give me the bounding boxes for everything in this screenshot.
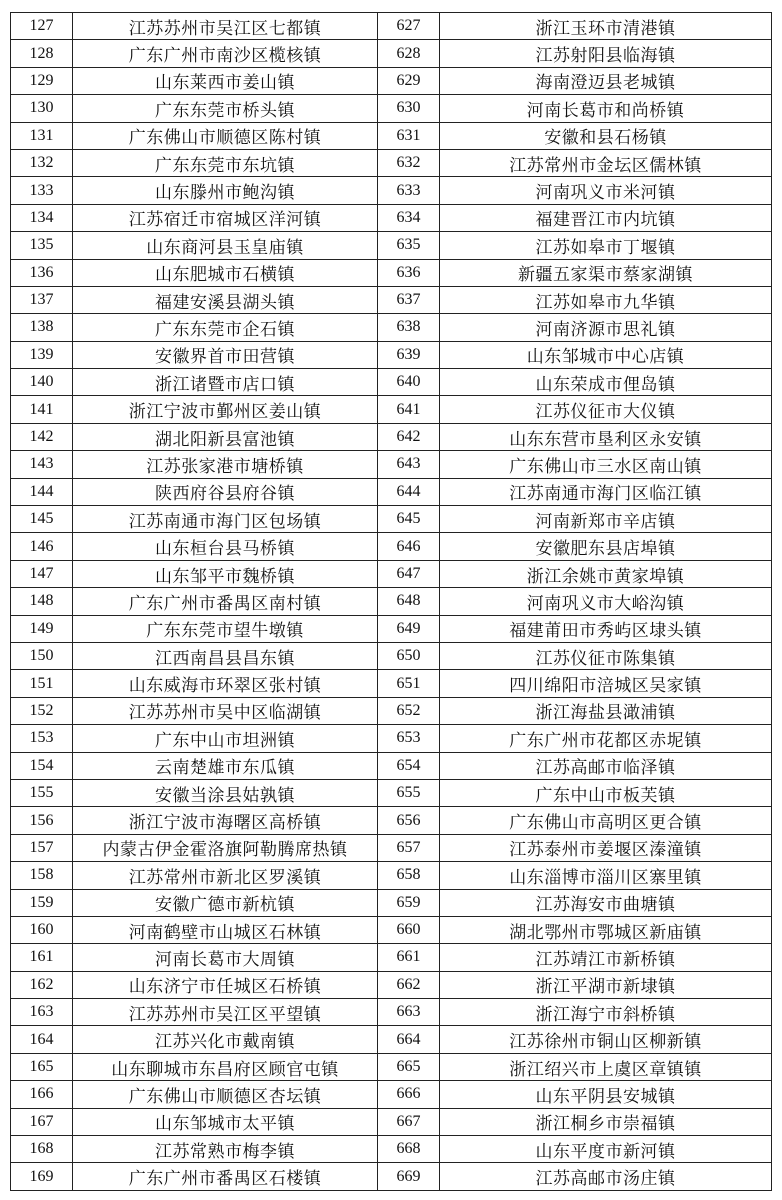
town-name-right: 山东平阴县安城镇 [440, 1081, 772, 1108]
row-number-right: 635 [378, 232, 440, 259]
row-number-left: 129 [11, 67, 73, 94]
row-number-left: 166 [11, 1081, 73, 1108]
town-name-right: 江苏海安市曲塘镇 [440, 889, 772, 916]
town-name-left: 山东邹平市魏桥镇 [73, 560, 378, 587]
town-name-right: 浙江玉环市清港镇 [440, 13, 772, 40]
row-number-left: 168 [11, 1136, 73, 1163]
table-row [11, 1108, 772, 1135]
town-name-right: 江苏射阳县临海镇 [440, 40, 772, 67]
town-name-left: 广东广州市番禺区石楼镇 [73, 1163, 378, 1190]
row-number-right: 628 [378, 40, 440, 67]
table-row [11, 95, 772, 122]
town-name-left: 河南长葛市大周镇 [73, 944, 378, 971]
row-number-left: 136 [11, 259, 73, 286]
row-number-left: 142 [11, 423, 73, 450]
row-number-left: 167 [11, 1108, 73, 1135]
town-name-right: 广东佛山市三水区南山镇 [440, 451, 772, 478]
town-name-left: 广东广州市番禺区南村镇 [73, 588, 378, 615]
row-number-left: 138 [11, 314, 73, 341]
town-name-right: 安徽肥东县店埠镇 [440, 533, 772, 560]
table-row [11, 971, 772, 998]
table-row [11, 697, 772, 724]
table-row [11, 670, 772, 697]
table-row [11, 396, 772, 423]
town-name-right: 山东荣成市俚岛镇 [440, 369, 772, 396]
town-name-left: 广东广州市南沙区榄核镇 [73, 40, 378, 67]
town-name-right: 安徽和县石杨镇 [440, 122, 772, 149]
table-row [11, 13, 772, 40]
row-number-left: 165 [11, 1053, 73, 1080]
row-number-left: 153 [11, 725, 73, 752]
town-name-right: 江苏南通市海门区临江镇 [440, 478, 772, 505]
town-name-left: 江苏宿迁市宿城区洋河镇 [73, 204, 378, 231]
row-number-left: 140 [11, 369, 73, 396]
row-number-right: 630 [378, 95, 440, 122]
row-number-right: 637 [378, 286, 440, 313]
town-name-right: 江苏如皋市丁堰镇 [440, 232, 772, 259]
row-number-right: 627 [378, 13, 440, 40]
town-name-right: 广东广州市花都区赤坭镇 [440, 725, 772, 752]
town-name-left: 浙江宁波市鄞州区姜山镇 [73, 396, 378, 423]
town-name-left: 山东桓台县马桥镇 [73, 533, 378, 560]
row-number-left: 141 [11, 396, 73, 423]
table-body [11, 13, 772, 1191]
town-name-left: 山东肥城市石横镇 [73, 259, 378, 286]
table-row [11, 177, 772, 204]
town-name-left: 浙江诸暨市店口镇 [73, 369, 378, 396]
row-number-right: 656 [378, 807, 440, 834]
town-name-right: 浙江余姚市黄家埠镇 [440, 560, 772, 587]
row-number-right: 660 [378, 916, 440, 943]
town-name-left: 江苏苏州市吴江区七都镇 [73, 13, 378, 40]
row-number-left: 169 [11, 1163, 73, 1190]
row-number-left: 152 [11, 697, 73, 724]
table-row [11, 725, 772, 752]
town-name-right: 浙江海宁市斜桥镇 [440, 999, 772, 1026]
town-name-right: 河南济源市思礼镇 [440, 314, 772, 341]
town-name-right: 湖北鄂州市鄂城区新庙镇 [440, 916, 772, 943]
row-number-right: 659 [378, 889, 440, 916]
row-number-right: 667 [378, 1108, 440, 1135]
row-number-right: 645 [378, 506, 440, 533]
row-number-left: 155 [11, 779, 73, 806]
town-name-left: 山东威海市环翠区张村镇 [73, 670, 378, 697]
row-number-right: 641 [378, 396, 440, 423]
row-number-right: 636 [378, 259, 440, 286]
table-row [11, 506, 772, 533]
town-name-right: 江苏如皋市九华镇 [440, 286, 772, 313]
town-name-right: 江苏高邮市汤庄镇 [440, 1163, 772, 1190]
row-number-left: 128 [11, 40, 73, 67]
town-name-right: 山东淄博市淄川区寨里镇 [440, 862, 772, 889]
table-row [11, 834, 772, 861]
town-name-left: 广东东莞市企石镇 [73, 314, 378, 341]
row-number-right: 643 [378, 451, 440, 478]
row-number-left: 154 [11, 752, 73, 779]
town-name-right: 河南巩义市大峪沟镇 [440, 588, 772, 615]
town-name-left: 山东济宁市任城区石桥镇 [73, 971, 378, 998]
row-number-right: 653 [378, 725, 440, 752]
town-name-left: 广东东莞市望牛墩镇 [73, 615, 378, 642]
town-name-left: 安徽广德市新杭镇 [73, 889, 378, 916]
row-number-right: 647 [378, 560, 440, 587]
row-number-left: 127 [11, 13, 73, 40]
row-number-right: 648 [378, 588, 440, 615]
row-number-left: 147 [11, 560, 73, 587]
town-name-left: 江苏常州市新北区罗溪镇 [73, 862, 378, 889]
table-row [11, 341, 772, 368]
town-name-left: 安徽当涂县姑孰镇 [73, 779, 378, 806]
table-row [11, 1053, 772, 1080]
row-number-right: 649 [378, 615, 440, 642]
town-name-right: 河南巩义市米河镇 [440, 177, 772, 204]
row-number-right: 633 [378, 177, 440, 204]
table-row [11, 752, 772, 779]
town-name-right: 浙江海盐县澉浦镇 [440, 697, 772, 724]
table-row [11, 204, 772, 231]
town-name-left: 山东滕州市鲍沟镇 [73, 177, 378, 204]
row-number-left: 148 [11, 588, 73, 615]
row-number-right: 663 [378, 999, 440, 1026]
town-name-right: 河南新郑市辛店镇 [440, 506, 772, 533]
town-name-left: 江苏张家港市塘桥镇 [73, 451, 378, 478]
town-name-left: 江苏苏州市吴中区临湖镇 [73, 697, 378, 724]
row-number-right: 634 [378, 204, 440, 231]
town-name-right: 江苏徐州市铜山区柳新镇 [440, 1026, 772, 1053]
table-row [11, 478, 772, 505]
table-row [11, 807, 772, 834]
table-row [11, 916, 772, 943]
row-number-left: 134 [11, 204, 73, 231]
table-row [11, 149, 772, 176]
row-number-left: 145 [11, 506, 73, 533]
town-list-page [10, 12, 771, 1191]
table-row [11, 862, 772, 889]
town-name-right: 海南澄迈县老城镇 [440, 67, 772, 94]
town-name-left: 江苏常熟市梅李镇 [73, 1136, 378, 1163]
town-name-left: 江苏苏州市吴江区平望镇 [73, 999, 378, 1026]
town-name-left: 广东中山市坦洲镇 [73, 725, 378, 752]
row-number-right: 644 [378, 478, 440, 505]
row-number-right: 631 [378, 122, 440, 149]
row-number-left: 158 [11, 862, 73, 889]
row-number-right: 658 [378, 862, 440, 889]
row-number-right: 646 [378, 533, 440, 560]
town-name-left: 广东东莞市东坑镇 [73, 149, 378, 176]
row-number-left: 150 [11, 642, 73, 669]
town-name-left: 江西南昌县昌东镇 [73, 642, 378, 669]
row-number-left: 149 [11, 615, 73, 642]
town-name-left: 云南楚雄市东瓜镇 [73, 752, 378, 779]
row-number-left: 131 [11, 122, 73, 149]
row-number-right: 669 [378, 1163, 440, 1190]
town-name-left: 陕西府谷县府谷镇 [73, 478, 378, 505]
row-number-right: 668 [378, 1136, 440, 1163]
town-name-right: 浙江绍兴市上虞区章镇镇 [440, 1053, 772, 1080]
town-name-right: 山东邹城市中心店镇 [440, 341, 772, 368]
row-number-left: 132 [11, 149, 73, 176]
row-number-right: 632 [378, 149, 440, 176]
table-row [11, 451, 772, 478]
row-number-left: 159 [11, 889, 73, 916]
row-number-left: 137 [11, 286, 73, 313]
town-name-right: 江苏靖江市新桥镇 [440, 944, 772, 971]
table-row [11, 1136, 772, 1163]
row-number-right: 642 [378, 423, 440, 450]
table-row [11, 1026, 772, 1053]
row-number-right: 640 [378, 369, 440, 396]
town-name-left: 内蒙古伊金霍洛旗阿勒腾席热镇 [73, 834, 378, 861]
town-name-left: 河南鹤壁市山城区石林镇 [73, 916, 378, 943]
town-name-left: 山东商河县玉皇庙镇 [73, 232, 378, 259]
town-name-left: 江苏兴化市戴南镇 [73, 1026, 378, 1053]
row-number-left: 157 [11, 834, 73, 861]
town-name-right: 福建晋江市内坑镇 [440, 204, 772, 231]
table-row [11, 999, 772, 1026]
town-name-right: 山东平度市新河镇 [440, 1136, 772, 1163]
row-number-left: 164 [11, 1026, 73, 1053]
row-number-right: 665 [378, 1053, 440, 1080]
town-name-right: 江苏高邮市临泽镇 [440, 752, 772, 779]
row-number-right: 655 [378, 779, 440, 806]
table-row [11, 889, 772, 916]
table-row [11, 314, 772, 341]
table-row [11, 779, 772, 806]
row-number-left: 130 [11, 95, 73, 122]
town-name-left: 山东邹城市太平镇 [73, 1108, 378, 1135]
row-number-left: 139 [11, 341, 73, 368]
town-name-left: 广东佛山市顺德区杏坛镇 [73, 1081, 378, 1108]
town-name-right: 浙江平湖市新埭镇 [440, 971, 772, 998]
table-row [11, 533, 772, 560]
row-number-left: 151 [11, 670, 73, 697]
town-name-right: 江苏仪征市大仪镇 [440, 396, 772, 423]
row-number-left: 135 [11, 232, 73, 259]
town-name-left: 福建安溪县湖头镇 [73, 286, 378, 313]
table-row [11, 1163, 772, 1190]
row-number-right: 639 [378, 341, 440, 368]
row-number-left: 146 [11, 533, 73, 560]
town-name-right: 浙江桐乡市崇福镇 [440, 1108, 772, 1135]
town-name-right: 新疆五家渠市蔡家湖镇 [440, 259, 772, 286]
town-name-left: 山东聊城市东昌府区顾官屯镇 [73, 1053, 378, 1080]
row-number-left: 144 [11, 478, 73, 505]
town-name-right: 四川绵阳市涪城区吴家镇 [440, 670, 772, 697]
row-number-left: 143 [11, 451, 73, 478]
table-row [11, 122, 772, 149]
town-name-left: 湖北阳新县富池镇 [73, 423, 378, 450]
town-name-left: 广东佛山市顺德区陈村镇 [73, 122, 378, 149]
row-number-left: 133 [11, 177, 73, 204]
table-row [11, 232, 772, 259]
table-row [11, 286, 772, 313]
row-number-right: 629 [378, 67, 440, 94]
row-number-right: 664 [378, 1026, 440, 1053]
town-name-right: 河南长葛市和尚桥镇 [440, 95, 772, 122]
table-row [11, 560, 772, 587]
town-name-right: 山东东营市垦利区永安镇 [440, 423, 772, 450]
town-name-left: 浙江宁波市海曙区高桥镇 [73, 807, 378, 834]
row-number-right: 657 [378, 834, 440, 861]
town-name-left: 广东东莞市桥头镇 [73, 95, 378, 122]
town-name-right: 江苏仪征市陈集镇 [440, 642, 772, 669]
town-name-right: 江苏常州市金坛区儒林镇 [440, 149, 772, 176]
town-name-right: 广东中山市板芙镇 [440, 779, 772, 806]
row-number-left: 162 [11, 971, 73, 998]
row-number-right: 651 [378, 670, 440, 697]
town-name-left: 江苏南通市海门区包场镇 [73, 506, 378, 533]
table-row [11, 423, 772, 450]
row-number-right: 662 [378, 971, 440, 998]
row-number-right: 654 [378, 752, 440, 779]
table-row [11, 67, 772, 94]
town-name-right: 广东佛山市高明区更合镇 [440, 807, 772, 834]
row-number-right: 652 [378, 697, 440, 724]
town-name-left: 安徽界首市田营镇 [73, 341, 378, 368]
table-row [11, 1081, 772, 1108]
town-name-right: 福建莆田市秀屿区埭头镇 [440, 615, 772, 642]
table-row [11, 369, 772, 396]
row-number-left: 156 [11, 807, 73, 834]
table-row [11, 944, 772, 971]
row-number-right: 638 [378, 314, 440, 341]
row-number-right: 661 [378, 944, 440, 971]
table-row [11, 615, 772, 642]
row-number-left: 163 [11, 999, 73, 1026]
table-row [11, 40, 772, 67]
row-number-right: 666 [378, 1081, 440, 1108]
town-name-left: 山东莱西市姜山镇 [73, 67, 378, 94]
town-list-table [10, 12, 772, 1191]
table-row [11, 642, 772, 669]
town-name-right: 江苏泰州市姜堰区溱潼镇 [440, 834, 772, 861]
row-number-left: 161 [11, 944, 73, 971]
row-number-right: 650 [378, 642, 440, 669]
row-number-left: 160 [11, 916, 73, 943]
table-row [11, 259, 772, 286]
table-row [11, 588, 772, 615]
